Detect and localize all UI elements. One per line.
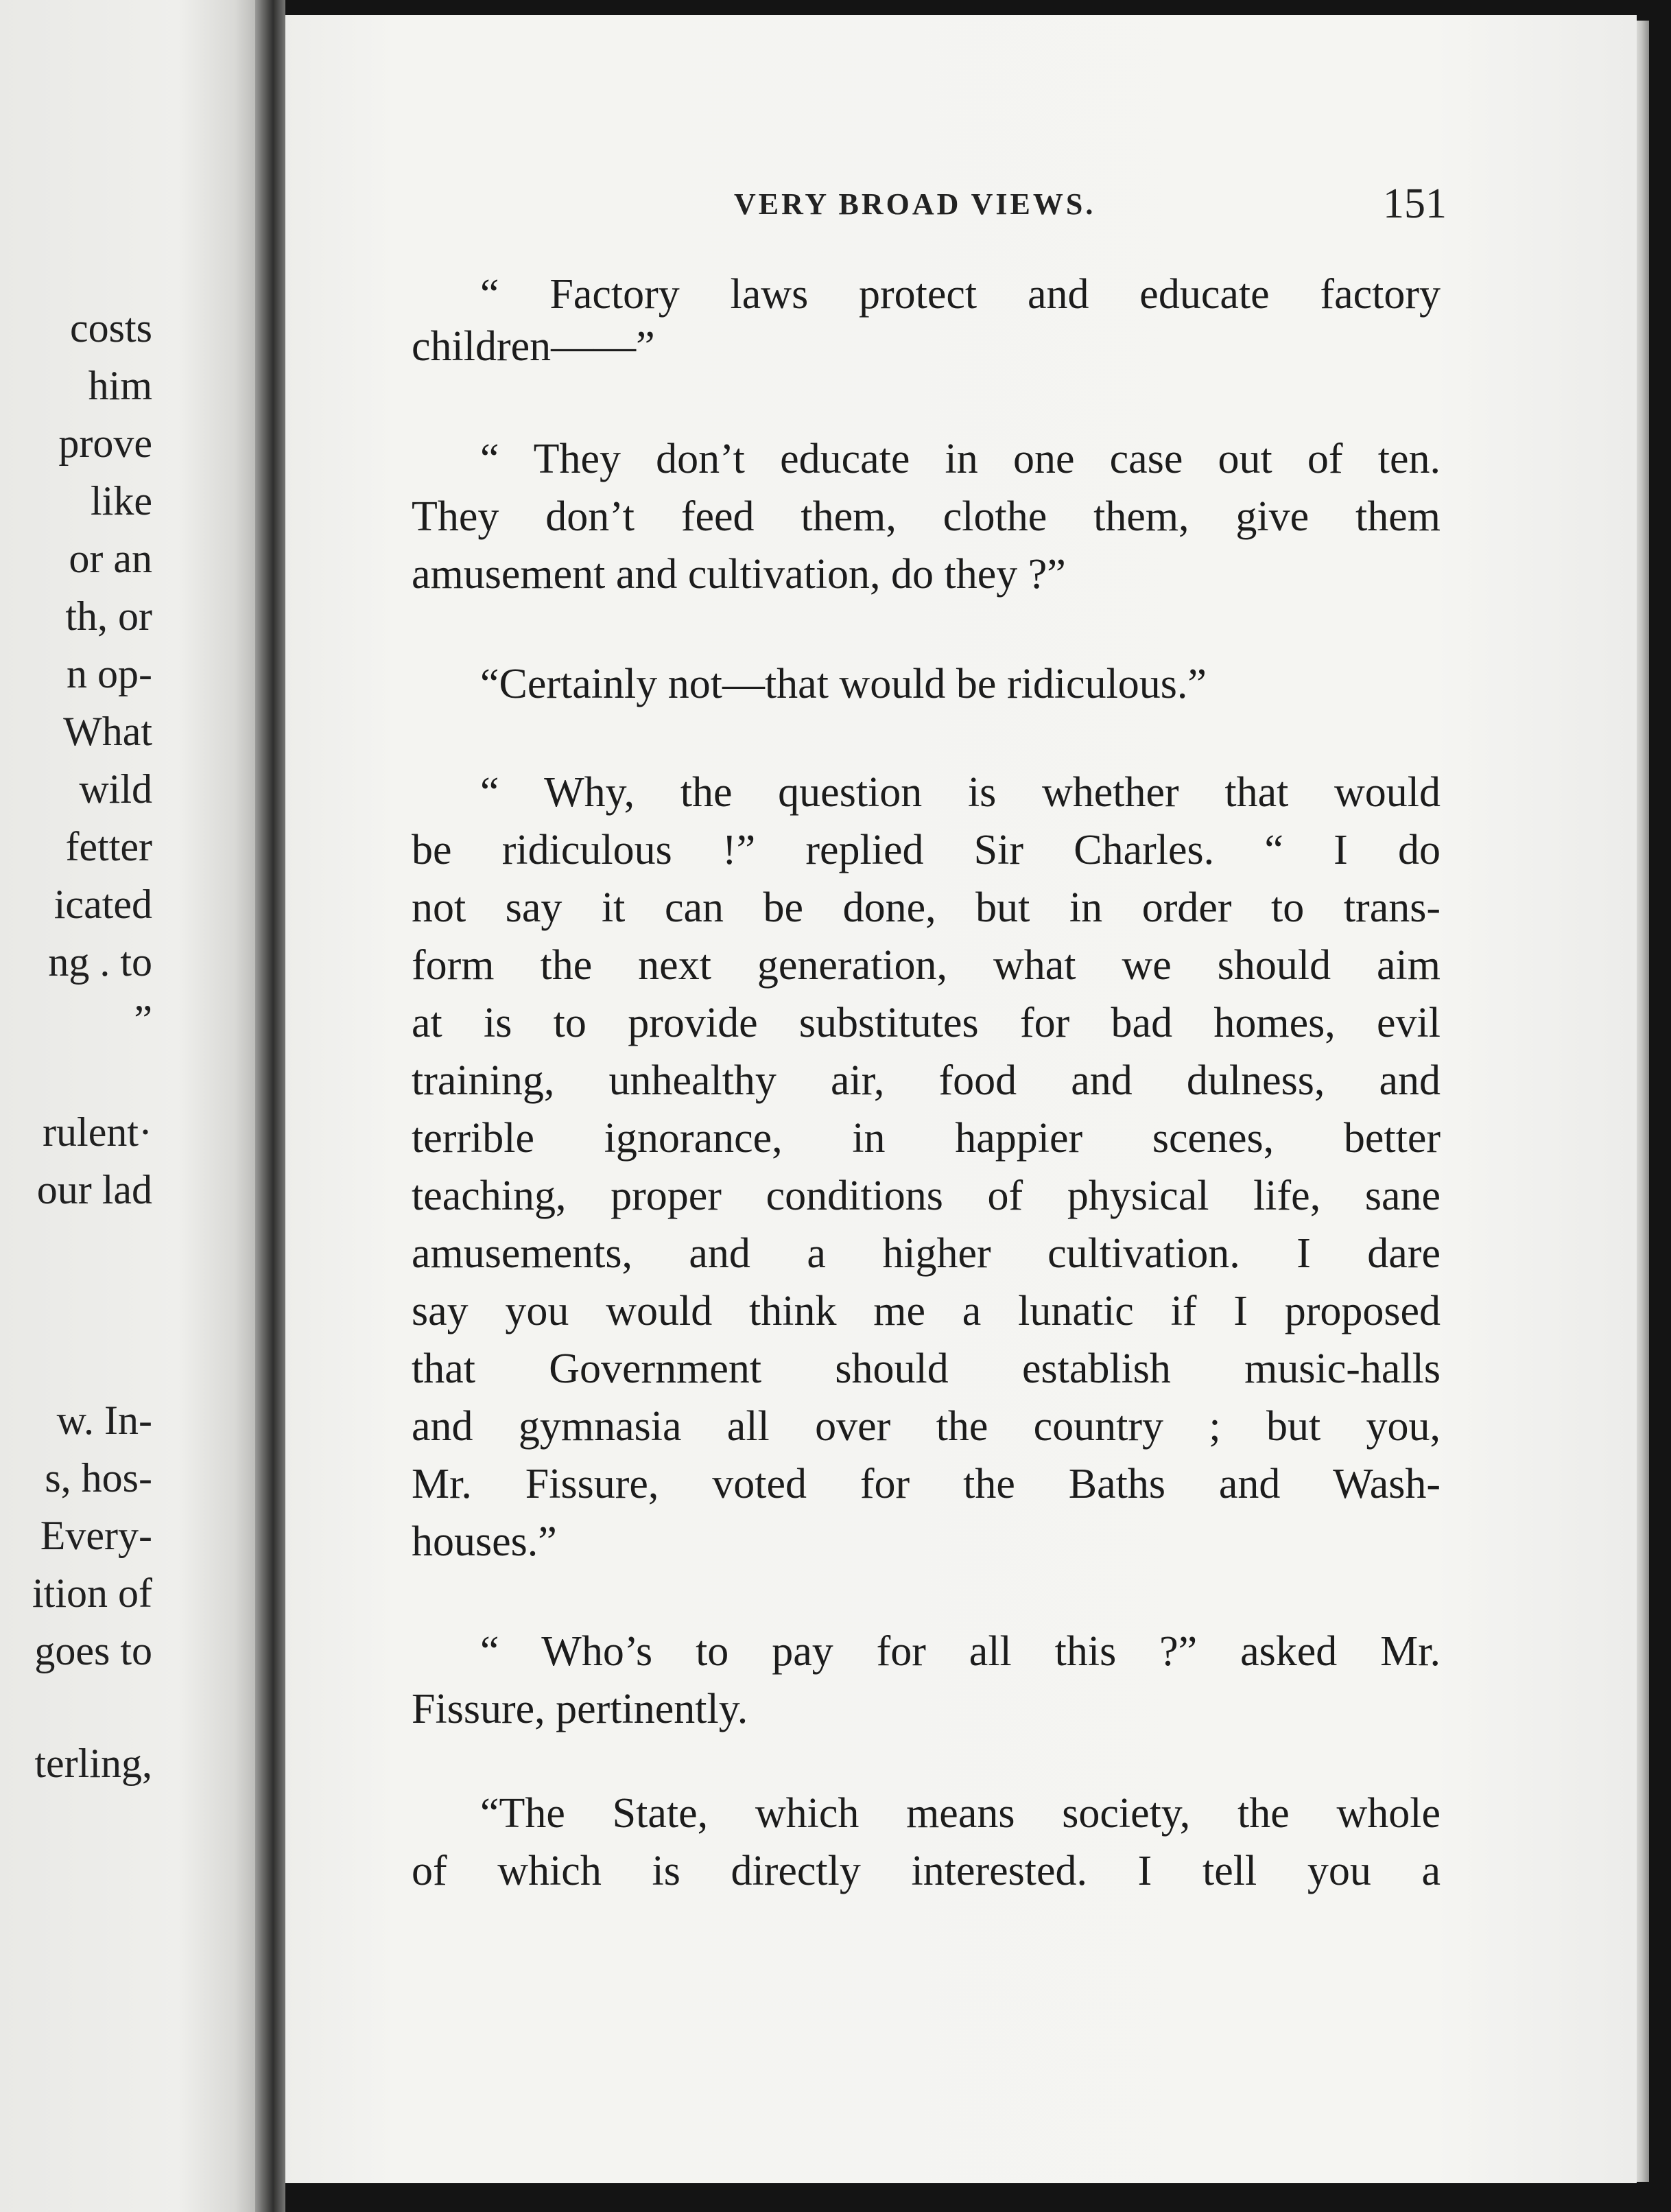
text-line: “The State, which means society, the whole [480, 1790, 1441, 1837]
left-fragment: Every- [40, 1513, 152, 1558]
left-fragment: costs [70, 305, 152, 351]
text-line: children——” [412, 323, 655, 370]
left-fragment: like [91, 478, 152, 523]
page-number: 151 [1383, 180, 1447, 227]
book-gutter [255, 0, 285, 2212]
text-line: of which is directly interested. I tell you a [412, 1848, 1441, 1894]
text-line: training, unhealthy air, food and dulness, and [412, 1057, 1441, 1104]
left-fragment: th, or [65, 593, 152, 639]
left-fragment: fetter [65, 824, 152, 869]
text-line: and gymnasia all over the country ; but you, [412, 1403, 1441, 1450]
text-line: at is to provide substitutes for bad homes, evil [412, 1000, 1441, 1046]
text-line: “ Factory laws protect and educate factory [480, 271, 1441, 318]
text-line: that Government should establish music-halls [412, 1345, 1441, 1392]
left-fragment: What [63, 709, 152, 754]
left-fragment: prove [58, 421, 152, 466]
text-line: amusements, and a higher cultivation. I dare [412, 1230, 1441, 1277]
text-line: “Certainly not—that would be ridiculous.” [480, 661, 1207, 707]
text-line: say you would think me a lunatic if I proposed [412, 1288, 1441, 1334]
running-head: VERY BROAD VIEWS. [734, 187, 1096, 221]
left-fragment: terling, [34, 1741, 152, 1786]
text-line: not say it can be done, but in order to trans- [412, 884, 1441, 931]
text-line: houses.” [412, 1518, 557, 1565]
left-fragment: or an [69, 536, 152, 581]
text-line: form the next generation, what we should aim [412, 942, 1441, 989]
left-fragment: ng . to [48, 939, 152, 985]
text-line: They don’t feed them, clothe them, give them [412, 493, 1441, 540]
text-line: “ Who’s to pay for all this ?” asked Mr. [480, 1628, 1441, 1675]
text-line: Fissure, pertinently. [412, 1686, 748, 1732]
left-fragment: n op- [67, 651, 152, 696]
left-fragment: rulent· [43, 1109, 152, 1155]
left-fragment: w. In- [56, 1398, 152, 1443]
text-line: amusement and cultivation, do they ?” [412, 551, 1066, 598]
left-fragment: icated [54, 882, 152, 927]
text-line: teaching, proper conditions of physical life, sane [412, 1173, 1441, 1219]
text-line: “ Why, the question is whether that would [480, 769, 1441, 816]
left-fragment: ” [134, 997, 152, 1042]
left-fragment: our lad [36, 1167, 152, 1212]
left-fragment: goes to [34, 1628, 152, 1673]
left-fragment: him [88, 363, 152, 408]
page-edge [1637, 21, 1649, 2182]
text-line: “ They don’t educate in one case out of ten. [480, 436, 1441, 482]
previous-page-fragment [0, 0, 255, 2212]
text-line: be ridiculous !” replied Sir Charles. “ I do [412, 827, 1441, 873]
text-line: terrible ignorance, in happier scenes, better [412, 1115, 1441, 1162]
text-line: Mr. Fissure, voted for the Baths and Wash- [412, 1461, 1441, 1507]
left-fragment: wild [79, 766, 152, 812]
left-fragment: s, hos- [45, 1455, 152, 1501]
left-fragment: ition of [32, 1570, 152, 1616]
